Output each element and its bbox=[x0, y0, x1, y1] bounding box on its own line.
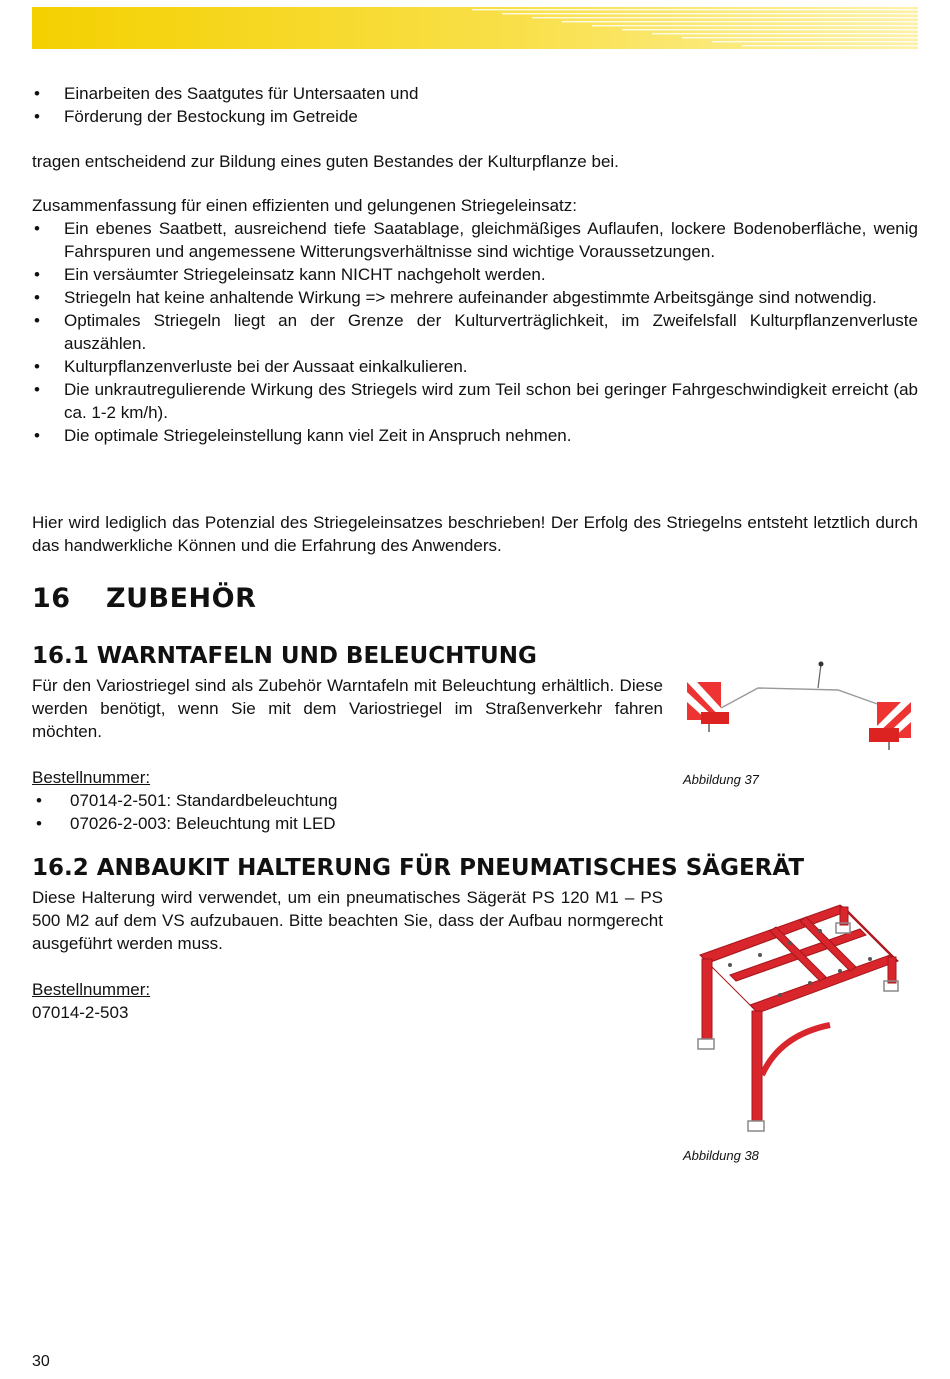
list-item: • 07014-2-501: Standardbeleuchtung bbox=[36, 791, 338, 810]
warning-boards-figure bbox=[683, 658, 918, 753]
subsection-text: Diese Halterung wird verwendet, um ein pneumatisches Sägerät PS 120 M1 – PS 500 M2 auf dem VS aufzubauen. Bitte beachten Sie, dass der Aufbau normgerecht ausgeführt werden muss. bbox=[32, 888, 663, 953]
section-number: 16 bbox=[32, 583, 71, 614]
subsection-16-2-body bbox=[32, 886, 663, 1024]
summary-list bbox=[32, 217, 918, 447]
list-item: • Die unkrautregulierende Wirkung des Striegels wird zum Teil schon bei geringer Fahrgeschwindigkeit erreicht (ab ca. 1-2 km/h). bbox=[34, 380, 918, 422]
section-heading-16 bbox=[32, 583, 256, 614]
order-number: 07014-2-503 bbox=[32, 1003, 129, 1022]
header-stripe-bar bbox=[32, 7, 918, 49]
list-item: • Ein ebenes Saatbett, ausreichend tiefe Saatablage, gleichmäßiges Auflaufen, lockere Bodenoberfläche, wenig Fahrspuren und angemessene Witterungsverhältnisse sind wichtige Voraussetzungen. bbox=[34, 219, 918, 261]
list-item: • Förderung der Bestockung im Getreide bbox=[34, 107, 358, 126]
list-item: • Ein versäumter Striegeleinsatz kann NICHT nachgeholt werden. bbox=[34, 265, 546, 284]
order-label: Bestellnummer: bbox=[32, 980, 151, 999]
subsection-16-1-body bbox=[32, 674, 663, 835]
summary-block bbox=[32, 194, 918, 447]
list-item: • Kulturpflanzenverluste bei der Aussaat einkalkulieren. bbox=[34, 357, 468, 376]
page-number: 30 bbox=[32, 1353, 50, 1370]
list-item: • Einarbeiten des Saatgutes für Untersaaten und bbox=[34, 84, 419, 103]
summary-heading: Zusammenfassung für einen effizienten und gelungenen Striegeleinsatz: bbox=[32, 196, 577, 215]
closing-paragraph: Hier wird lediglich das Potenzial des Striegeleinsatzes beschrieben! Der Erfolg des Striegelns entsteht letztlich durch das handwerkliche Können und die Erfahrung des Anwenders. bbox=[32, 513, 918, 555]
section-title: ZUBEHÖR bbox=[106, 583, 257, 614]
list-item: • 07026-2-003: Beleuchtung mit LED bbox=[36, 814, 336, 833]
order-label: Bestellnummer: bbox=[32, 768, 151, 787]
figure-caption: Abbildung 38 bbox=[683, 1148, 759, 1163]
subsection-heading-16-1: 16.1 WARNTAFELN UND BELEUCHTUNG bbox=[32, 643, 537, 669]
list-item: • Striegeln hat keine anhaltende Wirkung => mehrere aufeinander abgestimmte Arbeitsgänge sind notwendig. bbox=[34, 288, 877, 307]
intro-block bbox=[32, 82, 918, 128]
list-item: • Die optimale Striegeleinstellung kann viel Zeit in Anspruch nehmen. bbox=[34, 426, 572, 445]
intro-tail-paragraph: tragen entscheidend zur Bildung eines guten Bestandes der Kulturpflanze bei. bbox=[32, 152, 619, 171]
order-list bbox=[32, 789, 663, 835]
subsection-text: Für den Variostriegel sind als Zubehör Warntafeln mit Beleuchtung erhältlich. Diese werden benötigt, wenn Sie mit dem Variostriegel im Straßenverkehr fahren möchten. bbox=[32, 676, 663, 741]
list-item: • Optimales Striegeln liegt an der Grenze der Kulturverträglichkeit, im Zweifelsfall Kulturpflanzenverluste auszählen. bbox=[34, 311, 918, 353]
intro-list bbox=[32, 82, 918, 128]
mounting-frame-figure bbox=[690, 885, 918, 1135]
figure-caption: Abbildung 37 bbox=[683, 772, 759, 787]
subsection-heading-16-2: 16.2 ANBAUKIT HALTERUNG FÜR PNEUMATISCHES SÄGERÄT bbox=[32, 855, 805, 881]
